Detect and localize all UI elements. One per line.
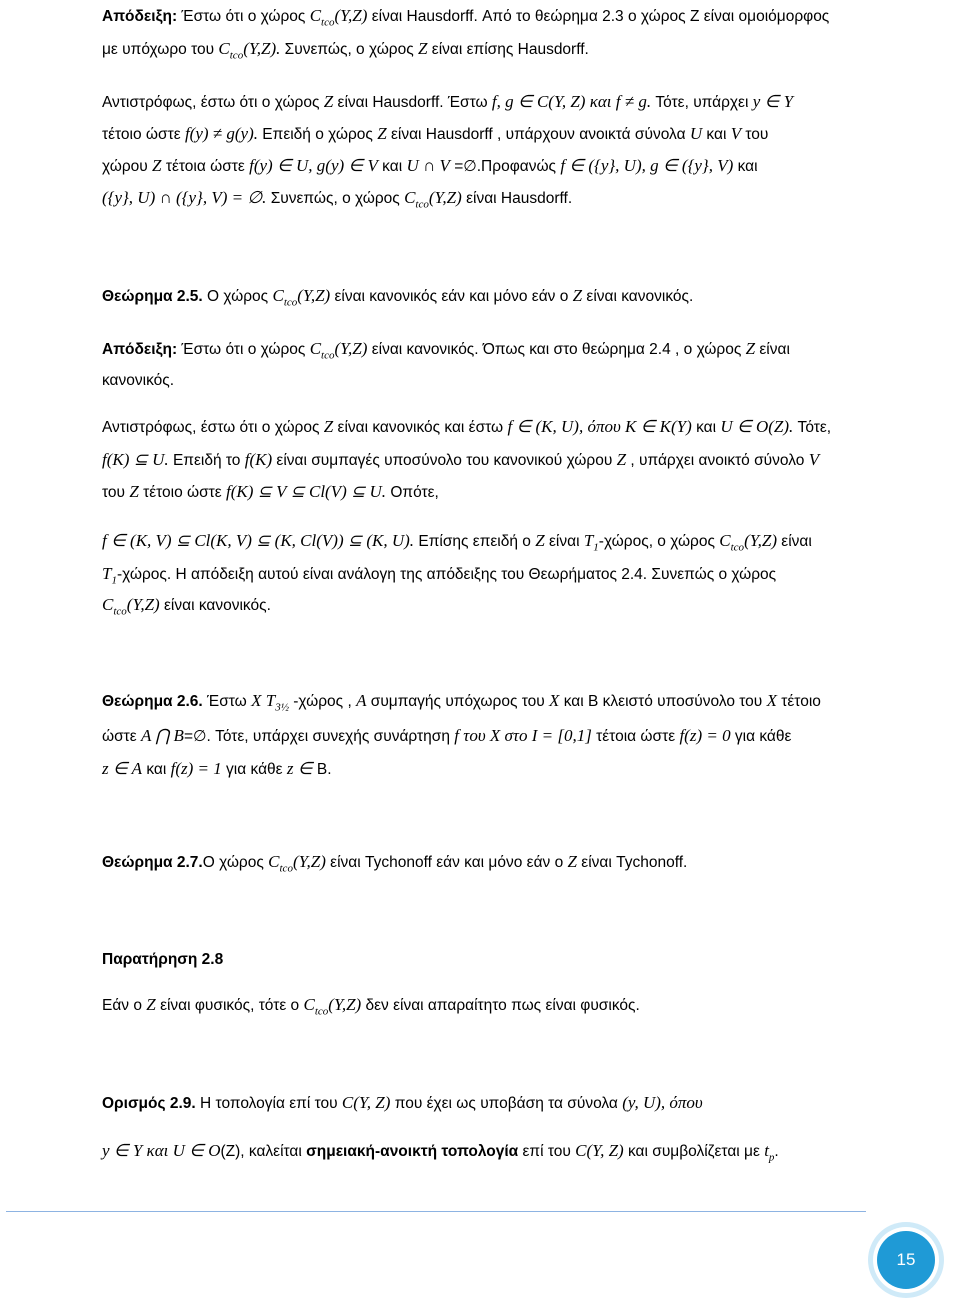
text-run: Ο χώρος [202, 854, 269, 871]
text-line [102, 758, 332, 781]
text-run: -χώρος. Η απόδειξη αυτού είναι ανάλογη της απόδειξης του Θεωρήματος 2.4. Συνεπώς ο χώρος [116, 566, 777, 583]
text-line [102, 563, 776, 591]
text-run: Οπότε, [386, 484, 439, 501]
text-run: κανονικός. [102, 372, 175, 389]
text-run: τέτοιο ώστε [138, 484, 227, 501]
math-expression: Z [572, 286, 583, 305]
math-expression: X [766, 691, 777, 710]
text-run: Συνεπώς, ο χώρος [280, 41, 419, 58]
text-run: και συμβολίζεται με [623, 1143, 765, 1160]
math-expression: X [549, 691, 560, 710]
math-expression: $C_{tco}(Y,Z)$ [303, 995, 362, 1018]
math-expression: f(K) ⊆ U. [102, 450, 169, 469]
text-run: είναι [776, 533, 812, 550]
math-expression: A ⋂ B [141, 726, 184, 745]
math-expression: $T_1$ [583, 531, 599, 554]
text-run: είναι συμπαγές υποσύνολο του κανονικού χώρου [272, 452, 617, 469]
text-run: -χώρος, ο χώρος [598, 533, 720, 550]
text-line [102, 594, 271, 622]
page-number: 15 [896, 1250, 916, 1269]
text-run: Ο χώρος [202, 288, 273, 305]
math-expression: f(K) ⊆ V ⊆ Cl(V) ⊆ U. [226, 482, 387, 501]
text-run: είναι [755, 341, 790, 358]
math-expression: Z [152, 156, 162, 175]
math-expression: Z [377, 124, 387, 143]
text-run: . [774, 1143, 779, 1160]
bold-heading: σημειακή-ανοικτή τοπολογία [306, 1143, 519, 1160]
text-line [102, 851, 687, 879]
text-run: και [691, 419, 721, 436]
math-expression: f ∈ (K, U), όπου K ∈ K(Y) [507, 417, 692, 436]
text-run: -χώρος , [288, 693, 357, 710]
math-expression: f(z) = 1 [170, 759, 222, 778]
text-line [102, 1140, 779, 1168]
text-run: , υπάρχει ανοικτό σύνολο [626, 452, 809, 469]
text-run: είναι Hausdorff. [461, 190, 573, 207]
text-run: είναι επίσης Hausdorff. [427, 41, 589, 58]
text-run: είναι κανονικός. Όπως και στο θεώρημα 2.4 , ο χώρος [367, 341, 746, 358]
math-expression: y ∈ Y [752, 92, 794, 111]
math-expression: Z [129, 482, 139, 501]
text-line [102, 725, 791, 748]
bold-heading: Παρατήρηση 2.8 [102, 951, 224, 968]
text-run: (Z), καλείται [220, 1143, 307, 1160]
math-expression: Z [567, 852, 577, 871]
text-line [102, 38, 589, 66]
math-expression: f του X στο I = [0,1] [454, 726, 592, 745]
math-expression: V [730, 124, 742, 143]
math-expression: f(y) ≠ g(y). [184, 124, 258, 143]
math-expression: Z [745, 339, 756, 358]
text-run: είναι Hausdorff. Έστω [333, 94, 492, 111]
math-expression: X $T_{3\frac{1}{2}}$ [251, 691, 289, 714]
text-run: =∅.Προφανώς [449, 158, 561, 175]
math-expression: ({y}, U) ∩ ({y}, V) = ∅. [102, 188, 267, 207]
math-expression: Z [616, 450, 627, 469]
text-run: τέτοια ώστε [161, 158, 250, 175]
footer-divider [6, 1211, 866, 1212]
math-expression: Z [323, 92, 334, 111]
math-expression: $C_{tco}(Y,Z)$ [404, 188, 462, 211]
text-run: είναι κανονικός. [582, 288, 694, 305]
text-run: Τότε, [793, 419, 832, 436]
math-expression: A [356, 691, 367, 710]
text-run: Εάν ο [102, 997, 147, 1014]
text-run: B. [312, 761, 332, 778]
math-expression: $C_{tco}(Y,Z)$. [218, 39, 281, 62]
text-line [102, 5, 829, 33]
text-run: Συνεπώς, ο χώρος [266, 190, 405, 207]
text-run: Επειδή το [168, 452, 245, 469]
math-expression: y ∈ Y και U ∈ O [102, 1141, 221, 1160]
math-expression: $C_{tco}(Y,Z)$ [309, 6, 368, 29]
text-run: είναι κανονικός. [159, 597, 271, 614]
text-line [102, 285, 693, 313]
text-run: και [142, 761, 171, 778]
math-expression: $C_{tco}(Y,Z)$ [102, 595, 160, 618]
bold-heading: Ορισμός 2.9. [102, 1095, 196, 1112]
text-run: είναι Tychonoff εάν και μόνο εάν ο [325, 854, 568, 871]
bold-heading: Απόδειξη: [102, 8, 178, 25]
text-run: είναι κανονικός εάν και μόνο εάν ο [330, 288, 573, 305]
text-run: ώστε [102, 728, 142, 745]
math-expression: $C_{tco}(Y,Z)$ [719, 531, 777, 554]
bold-heading: Θεώρημα 2.7. [102, 854, 203, 871]
math-expression: z ∈ [286, 759, 313, 778]
text-run: είναι [544, 533, 584, 550]
text-run: Αντιστρόφως, έστω ότι ο χώρος [102, 419, 324, 436]
text-line [102, 123, 768, 146]
text-line [102, 949, 223, 971]
text-run: είναι φυσικός, τότε ο [155, 997, 304, 1014]
text-run: Τότε, υπάρχει [651, 94, 753, 111]
math-expression: f, g ∈ C(Y, Z) και f ≠ g. [491, 92, 652, 111]
math-expression: U ∈ O(Z). [720, 417, 794, 436]
text-run: δεν είναι απαραίτητο πως είναι φυσικός. [361, 997, 640, 1014]
text-line [102, 155, 758, 178]
text-run: τέτοιο ώστε [102, 126, 185, 143]
text-run: του [741, 126, 769, 143]
math-expression: U ∩ V [406, 156, 450, 175]
text-line [102, 91, 793, 114]
text-run: =∅. Τότε, υπάρχει συνεχής συνάρτηση [183, 728, 455, 745]
text-run: είναι Hausdorff. Από το θεώρημα 2.3 ο χώρος Z είναι ομοιόμορφος [367, 8, 830, 25]
math-expression: z ∈ A [102, 759, 143, 778]
text-line [102, 370, 174, 392]
text-run: που έχει ως υποβάση τα σύνολα [390, 1095, 623, 1112]
text-line [102, 449, 819, 472]
text-run: και B κλειστό υποσύνολο του [559, 693, 767, 710]
text-run: του [102, 484, 130, 501]
text-run: Έστω ότι ο χώρος [177, 341, 310, 358]
math-expression: (y, U), όπου [622, 1093, 703, 1112]
math-expression: C(Y, Z) [575, 1141, 624, 1160]
math-expression: $C_{tco}(Y,Z)$ [268, 852, 326, 875]
text-run: Επειδή ο χώρος [257, 126, 378, 143]
text-run: και [377, 158, 407, 175]
text-run: και [733, 158, 758, 175]
bold-heading: Θεώρημα 2.5. [102, 288, 203, 305]
math-expression: f(y) ∈ U, g(y) ∈ V [249, 156, 378, 175]
text-line [102, 187, 572, 215]
text-line [102, 530, 812, 558]
math-expression: f(K) [244, 450, 273, 469]
text-run: Έστω ότι ο χώρος [177, 8, 310, 25]
math-expression: Z [535, 531, 545, 550]
text-line [102, 1092, 703, 1115]
text-run: και [702, 126, 731, 143]
math-expression: C(Y, Z) [341, 1093, 391, 1112]
math-expression: $C_{tco}(Y,Z)$ [272, 286, 331, 309]
text-run: Η τοπολογία επί του [195, 1095, 342, 1112]
math-expression: Z [146, 995, 156, 1014]
text-line [102, 994, 640, 1022]
text-run: συμπαγής υπόχωρος του [366, 693, 550, 710]
text-run: χώρου [102, 158, 153, 175]
text-run: Αντιστρόφως, έστω ότι ο χώρος [102, 94, 324, 111]
math-expression: $t_p$ [764, 1141, 775, 1164]
text-line [102, 338, 790, 366]
math-expression: Z [323, 417, 334, 436]
text-run: για κάθε [221, 761, 287, 778]
math-expression: $C_{tco}(Y,Z)$ [309, 339, 368, 362]
text-line [102, 690, 821, 718]
bold-heading: Θεώρημα 2.6. [102, 693, 203, 710]
text-run: τέτοια ώστε [591, 728, 680, 745]
text-run: είναι Tychonoff. [576, 854, 688, 871]
text-run: Έστω [202, 693, 252, 710]
text-line [102, 416, 831, 439]
math-expression: f ∈ ({y}, U), g ∈ ({y}, V) [560, 156, 734, 175]
math-expression: V [808, 450, 820, 469]
text-run: για κάθε [730, 728, 792, 745]
text-run: τέτοιο [776, 693, 821, 710]
text-run: είναι κανονικός και έστω [333, 419, 508, 436]
text-run: Επίσης επειδή ο [414, 533, 536, 550]
text-run: επί του [518, 1143, 576, 1160]
math-expression: U [689, 124, 703, 143]
math-expression: $T_1$ [102, 564, 117, 587]
bold-heading: Απόδειξη: [102, 341, 178, 358]
math-expression: f(z) = 0 [679, 726, 731, 745]
math-expression: f ∈ (K, V) ⊆ Cl(K, V) ⊆ (K, Cl(V)) ⊆ (K, U). [102, 531, 415, 550]
math-expression: Z [418, 39, 428, 58]
text-run: είναι Hausdorff , υπάρχουν ανοικτά σύνολα [386, 126, 690, 143]
text-run: με υπόχωρο του [102, 41, 219, 58]
text-line [102, 481, 439, 504]
